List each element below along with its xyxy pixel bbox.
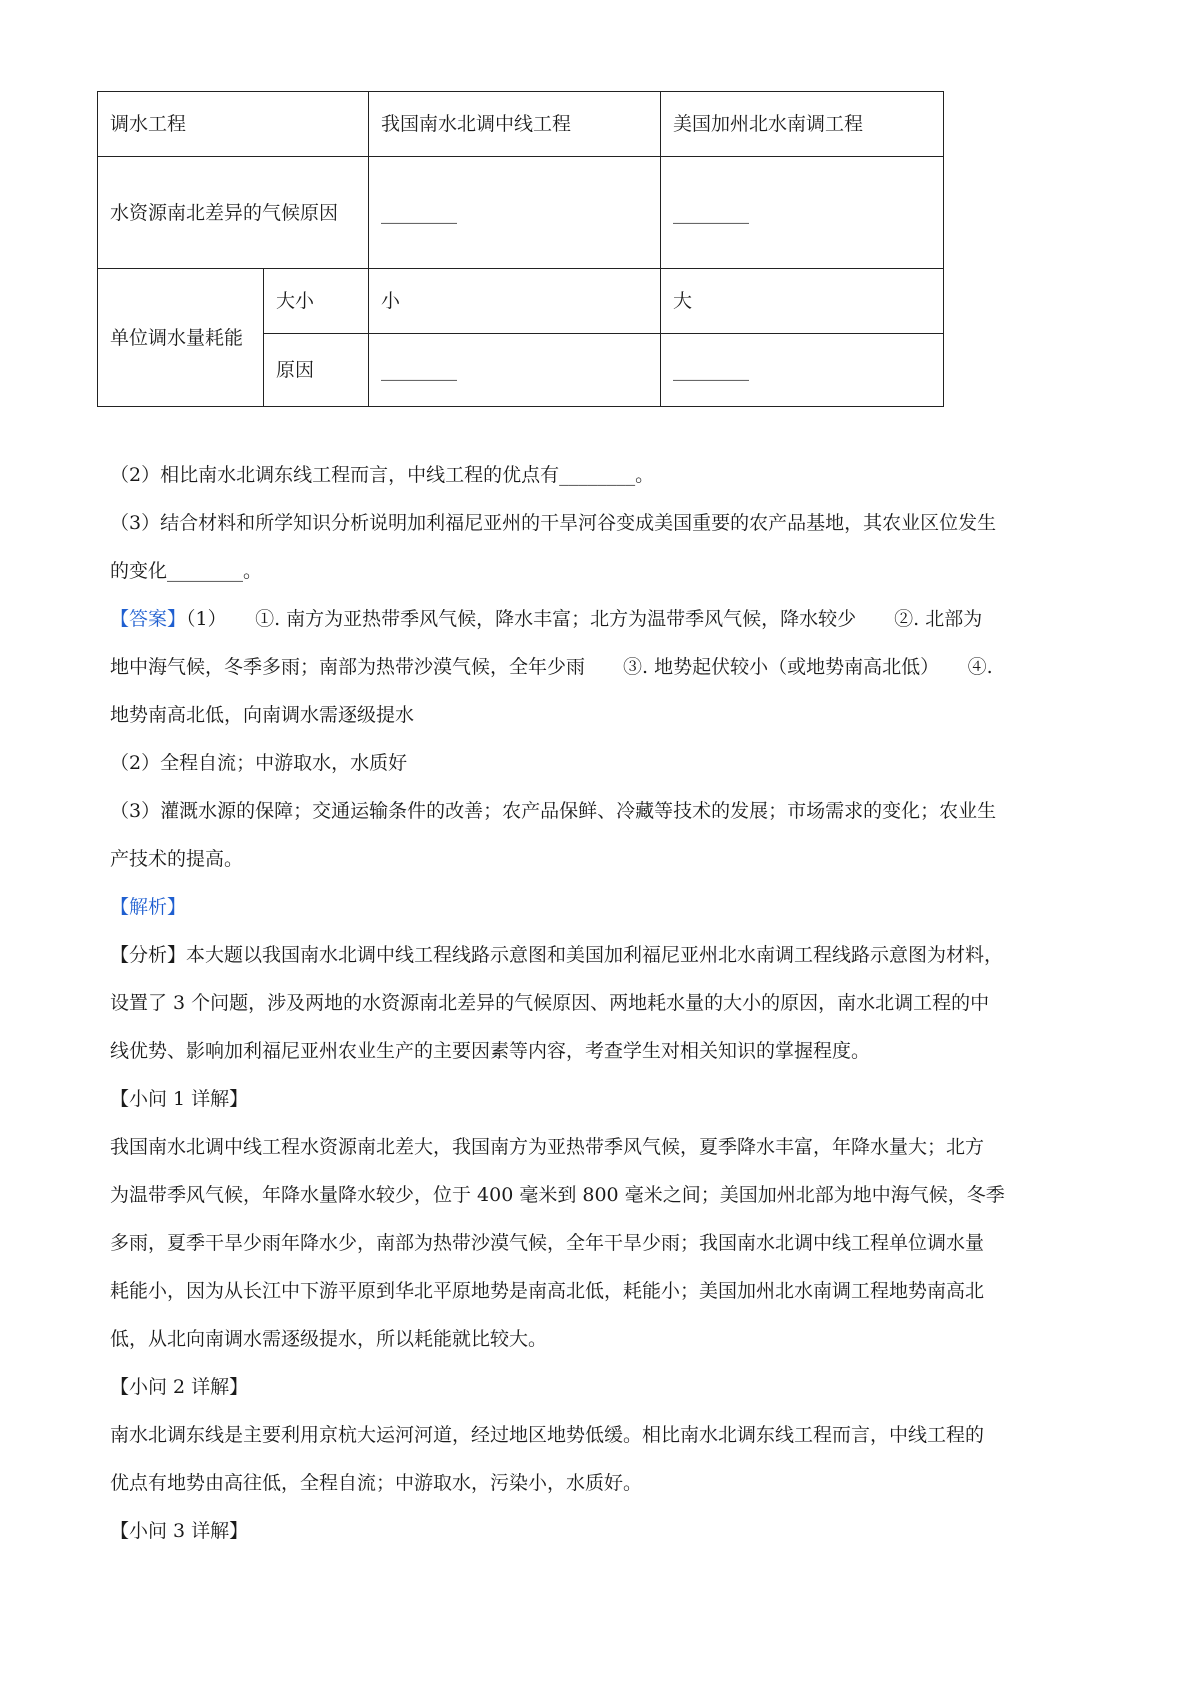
sub-label-reason: 原因 — [264, 334, 369, 407]
sub1-l5: 低，从北向南调水需逐级提水，所以耗能就比较大。 — [110, 1328, 548, 1350]
answer-2-text: （2）全程自流；中游取水，水质好 — [110, 752, 408, 774]
header-us-project: 美国加州北水南调工程 — [661, 92, 944, 157]
table-row-energy-size — [98, 269, 944, 334]
sub1-l3: 多雨，夏季干旱少雨年降水少，南部为热带沙漠气候，全年干旱少雨；我国南水北调中线工程单位调水量 — [110, 1232, 985, 1254]
sub1-title: 【小问 1 详解】 — [110, 1088, 249, 1110]
sub2-title: 【小问 2 详解】 — [110, 1376, 249, 1398]
answer-tag: 【答案】 — [110, 608, 187, 630]
size-us: 大 — [661, 269, 944, 334]
answer-1-text-l1: （1） ①. 南方为亚热带季风气候，降水丰富；北方为温带季风气候，降水较少 ②. 北部为 — [186, 608, 983, 630]
analysis-intro-l2: 设置了 3 个问题，涉及两地的水资源南北差异的气候原因、两地耗水量的大小的原因，南水北调工程的中 — [110, 992, 990, 1014]
reason-us-blank: ________ — [661, 334, 944, 407]
sub1-l1: 我国南水北调中线工程水资源南北差大，我国南方为亚热带季风气候，夏季降水丰富，年降水量大；北方 — [110, 1136, 985, 1158]
answer-3-text-l1: （3）灌溉水源的保障；交通运输条件的改善；农产品保鲜、冷藏等技术的发展；市场需求的变化；农业生 — [110, 800, 997, 822]
table-header-row — [98, 92, 944, 157]
header-project: 调水工程 — [98, 92, 369, 157]
answer-1-text-l2: 地中海气候，冬季多雨；南部为热带沙漠气候，全年少雨 ③. 地势起伏较小（或地势南高北低） ④. — [110, 656, 993, 678]
answer-line1 — [110, 595, 1100, 643]
analysis-tag: 【解析】 — [110, 896, 187, 918]
climate-china-blank: ________ — [369, 157, 661, 269]
size-china: 小 — [369, 269, 661, 334]
row-label-energy: 单位调水量耗能 — [98, 269, 264, 407]
reason-china-blank: ________ — [369, 334, 661, 407]
sub1-l2: 为温带季风气候，年降水量降水较少，位于 400 毫米到 800 毫米之间；美国加州北部为地中海气候，冬季 — [110, 1184, 1005, 1206]
analysis-intro-l3: 线优势、影响加利福尼亚州农业生产的主要因素等内容，考查学生对相关知识的掌握程度。 — [110, 1040, 871, 1062]
climate-us-blank: ________ — [661, 157, 944, 269]
question-2: （2）相比南水北调东线工程而言，中线工程的优点有________。 — [110, 464, 655, 486]
sub3-title: 【小问 3 详解】 — [110, 1520, 249, 1542]
header-china-project: 我国南水北调中线工程 — [369, 92, 661, 157]
table-row-climate — [98, 157, 944, 269]
sub2-l1: 南水北调东线是主要利用京杭大运河河道，经过地区地势低缓。相比南水北调东线工程而言，中线工程的 — [110, 1424, 985, 1446]
question-3-line1: （3）结合材料和所学知识分析说明加利福尼亚州的干旱河谷变成美国重要的农产品基地，其农业区位发生 — [110, 512, 997, 534]
analysis-intro-l1: 【分析】本大题以我国南水北调中线工程线路示意图和美国加利福尼亚州北水南调工程线路示意图为材料， — [110, 944, 1004, 966]
sub2-l2: 优点有地势由高往低，全程自流；中游取水，污染小，水质好。 — [110, 1472, 643, 1494]
sub-label-size: 大小 — [264, 269, 369, 334]
row-label-climate: 水资源南北差异的气候原因 — [98, 157, 369, 269]
answer-1-text-l3: 地势南高北低，向南调水需逐级提水 — [110, 704, 415, 726]
question-3-line2: 的变化________。 — [110, 560, 263, 582]
answer-3-text-l2: 产技术的提高。 — [110, 848, 244, 870]
comparison-table — [97, 91, 944, 407]
sub1-l4: 耗能小，因为从长江中下游平原到华北平原地势是南高北低，耗能小；美国加州北水南调工程地势南高北 — [110, 1280, 985, 1302]
analysis-tag-line — [110, 883, 1100, 931]
